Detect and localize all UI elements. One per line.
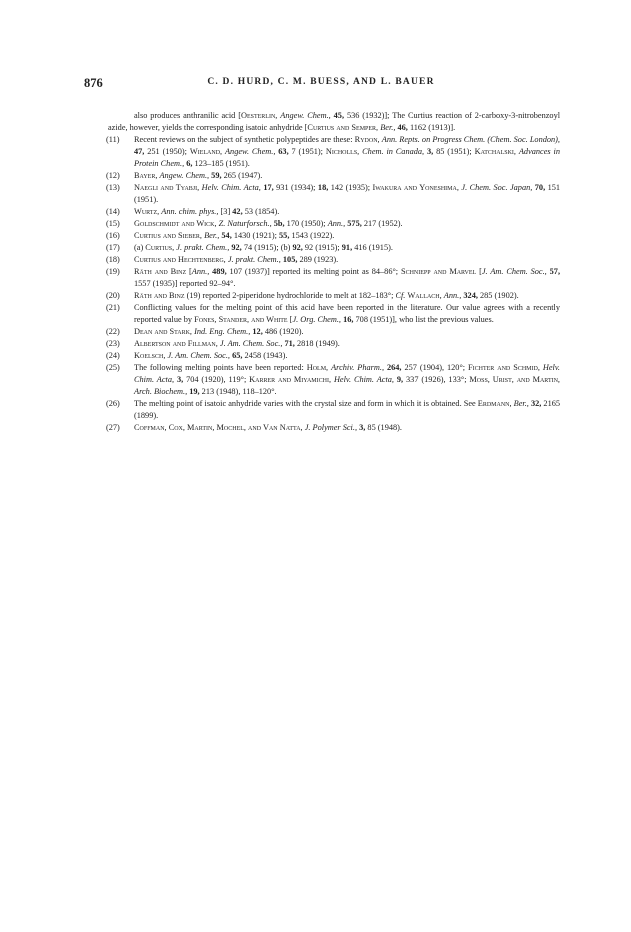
text-run: 85 (1948). (365, 423, 402, 432)
reference-number: (18) (106, 255, 120, 264)
reference-entry (108, 254, 560, 266)
journal-title: Cf. (395, 291, 406, 300)
journal-title: Ann., (191, 267, 210, 276)
volume-number: 59, (211, 171, 222, 180)
author-name: Koelsch, (134, 351, 166, 360)
journal-title: Ind. Eng. Chem., (194, 327, 251, 336)
reference-number: (21) (106, 303, 120, 312)
text-run: 1162 (1913)]. (409, 123, 456, 132)
reference-entry (108, 266, 560, 290)
reference-entry (108, 290, 560, 302)
journal-title: Advances in Protein Chem., (134, 147, 560, 168)
volume-number: 92, (292, 243, 303, 252)
text-run: 123–185 (1951). (192, 159, 250, 168)
author-name: Fichter and Schmid, (468, 363, 540, 372)
reference-number: (12) (106, 171, 120, 180)
journal-title: Arch. Biochem., (134, 387, 188, 396)
journal-title: Ann. chim. phys., (161, 207, 219, 216)
reference-entry (108, 422, 560, 434)
journal-title: J. Chem. Soc. Japan, (461, 183, 533, 192)
text-run: 536 (1932)]; The Curtius reaction of 2-carboxy-3-nitrobenzoyl azide, however, yields the corresponding isatoic anhydride [ (108, 111, 561, 132)
author-name: Wurtz, (134, 207, 160, 216)
text-run: 2818 (1949). (294, 339, 340, 348)
text-run: 257 (1904), 120°; (401, 363, 469, 372)
reference-entry (108, 326, 560, 338)
reference-number: (19) (106, 267, 120, 276)
reference-entry (108, 218, 560, 230)
text-run: [ (287, 315, 293, 324)
text-run: 2165 (1899). (134, 399, 561, 420)
volume-number: 5b, (273, 219, 285, 228)
text-run: [ (186, 267, 192, 276)
author-name: Wallach, (407, 291, 442, 300)
volume-number: 32, (530, 399, 542, 408)
reference-number: (23) (106, 339, 120, 348)
reference-number: (24) (106, 351, 120, 360)
text-run: also produces anthranilic acid [ (134, 111, 241, 120)
text-run: 337 (1926), 133°; (403, 375, 470, 384)
journal-title: J. Am. Chem. Soc., (167, 351, 231, 360)
references-list (108, 110, 560, 434)
reference-number: (15) (106, 219, 120, 228)
author-name: Katchalski, (474, 147, 516, 156)
reference-entries (108, 134, 560, 434)
volume-number: 489, (212, 267, 227, 276)
reference-continuation (108, 110, 560, 134)
author-name: Erdmann, (477, 399, 512, 408)
reference-entry (108, 134, 560, 170)
journal-title: Angew. Chem., (280, 111, 331, 120)
volume-number: 63, (278, 147, 289, 156)
text-run: 151 (1951). (134, 183, 561, 204)
reference-number: (22) (106, 327, 120, 336)
author-name: Naegli and Tyabji, (134, 183, 200, 192)
text-run: Conflicting values for the melting point of this acid have been reported in the literature. Our value agrees with a recently reported value by (134, 303, 560, 324)
volume-number: 42, (232, 207, 243, 216)
volume-number: 18, (317, 183, 329, 192)
author-name: Dean and Stark, (134, 327, 193, 336)
reference-number: (14) (106, 207, 120, 216)
author-name: Oesterlin, (240, 111, 278, 120)
author-name: Goldschmidt and Wick, (134, 219, 217, 228)
journal-title: Chem. in Canada, (362, 147, 425, 156)
journal-title: Ber., (204, 231, 220, 240)
volume-number: 3, (427, 147, 434, 156)
author-name: Rydon, (354, 135, 380, 144)
volume-number: 46, (397, 123, 408, 132)
reference-entry (108, 242, 560, 254)
reference-entry (108, 338, 560, 350)
text-run: [ (476, 267, 482, 276)
volume-number: 12, (252, 327, 263, 336)
journal-title: Ber., (380, 123, 396, 132)
text-run: 217 (1952). (361, 219, 403, 228)
reference-entry (108, 350, 560, 362)
journal-title: Ber., (513, 399, 529, 408)
reference-entry (108, 170, 560, 182)
author-name: Iwakura and Yoneshima, (372, 183, 459, 192)
volume-number: 55, (279, 231, 290, 240)
reference-entry (108, 230, 560, 242)
journal-title: Ann. Repts. on Progress Chem. (Chem. Soc. London), (381, 135, 561, 144)
text-run: The following melting points have been reported: (134, 363, 307, 372)
text-run: 213 (1948), 118–120°. (199, 387, 277, 396)
volume-number: 264, (386, 363, 402, 372)
journal-title: Angew. Chem., (159, 171, 210, 180)
journal-title: Helv. Chim. Acta, (333, 375, 395, 384)
journal-title: J. prakt. Chem., (176, 243, 230, 252)
text-run: 74 (1915); (b) (241, 243, 293, 252)
reference-entry (108, 398, 560, 422)
volume-number: 9, (396, 375, 404, 384)
volume-number: 3, (359, 423, 366, 432)
text-run: 2458 (1943). (242, 351, 288, 360)
text-run: (19) reported 2-piperidone hydrochloride to melt at 182–183°; (184, 291, 396, 300)
journal-title: Archiv. Pharm., (331, 363, 385, 372)
author-name: Coffman, Cox, Martin, Mochel, and Van Natta, (134, 423, 303, 432)
reference-number: (13) (106, 183, 120, 192)
reference-number: (26) (106, 399, 120, 408)
text-run: 107 (1937)] reported its melting point as 84–86°; (226, 267, 401, 276)
text-run: 1557 (1935)] reported 92–94°. (134, 279, 236, 288)
journal-title: J. Polymer Sci., (304, 423, 358, 432)
volume-number: 6, (186, 159, 193, 168)
author-name: Räth and Binz (134, 291, 185, 300)
volume-number: 105, (282, 255, 298, 264)
author-name: Curtius, (145, 243, 175, 252)
text-run: 1430 (1921); (231, 231, 280, 240)
author-name: Curtius and Sieber, (134, 231, 203, 240)
journal-title: J. Am. Chem. Soc., (481, 267, 547, 276)
author-name: Wieland, (189, 147, 223, 156)
volume-number: 47, (134, 147, 145, 156)
volume-number: 92, (231, 243, 242, 252)
journal-title: J. prakt. Chem., (227, 255, 281, 264)
author-name: Bayer, (134, 171, 158, 180)
text-run: 265 (1947). (221, 171, 263, 180)
journal-title: Helv. Chim. Acta, (201, 183, 261, 192)
volume-number: 45, (333, 111, 345, 120)
reference-number: (16) (106, 231, 120, 240)
text-run: (a) (134, 243, 146, 252)
volume-number: 71, (284, 339, 295, 348)
volume-number: 3, (176, 375, 184, 384)
volume-number: 19, (189, 387, 200, 396)
author-name: Holm, (306, 363, 329, 372)
text-run: 704 (1920), 119°; (183, 375, 250, 384)
reference-entry (108, 182, 560, 206)
author-name: Räth and Binz (134, 267, 187, 276)
reference-number: (17) (106, 243, 120, 252)
volume-number: 575, (347, 219, 362, 228)
text-run: 251 (1950); (144, 147, 190, 156)
volume-number: 57, (549, 267, 561, 276)
journal-title: Ann., (327, 219, 346, 228)
text-run: [3] (218, 207, 233, 216)
page-number: 876 (84, 76, 103, 90)
running-head: C. D. HURD, C. M. BUESS, AND L. BAUER (207, 77, 435, 87)
reference-entry (108, 302, 560, 326)
reference-entry (108, 362, 560, 398)
text-run: 416 (1915). (352, 243, 393, 252)
volume-number: 54, (221, 231, 232, 240)
text-run: 708 (1951)], who list the previous values. (353, 315, 494, 324)
journal-title: Angew. Chem., (224, 147, 276, 156)
text-run: 289 (1923). (297, 255, 339, 264)
text-run: 931 (1934); (273, 183, 318, 192)
reference-number: (25) (106, 363, 120, 372)
reference-entry (108, 206, 560, 218)
author-name: Schniepp and Marvel (400, 267, 477, 276)
volume-number: 65, (232, 351, 243, 360)
journal-title: J. Am. Chem. Soc., (219, 339, 283, 348)
reference-number: (20) (106, 291, 120, 300)
author-name: Albertson and Fillman, (134, 339, 218, 348)
volume-number: 324, (463, 291, 478, 300)
journal-title: J. Org. Chem., (292, 315, 341, 324)
volume-number: 70, (534, 183, 546, 192)
reference-number: (11) (106, 135, 120, 144)
author-name: Moss, Urist, and Martin, (469, 375, 561, 384)
text-run: 1543 (1922). (289, 231, 335, 240)
author-name: Curtius and Hechtenberg, (134, 255, 226, 264)
author-name: Karrer and Miyamichi, (249, 375, 332, 384)
text-run: 486 (1920). (262, 327, 304, 336)
text-run: 285 (1902). (477, 291, 519, 300)
author-name: Fones, Stander, and White (194, 315, 288, 324)
text-run: 142 (1935); (328, 183, 373, 192)
volume-number: 17, (263, 183, 274, 192)
text-run: Recent reviews on the subject of synthetic polypeptides are these: (134, 135, 355, 144)
text-run: 85 (1951); (433, 147, 475, 156)
journal-title: Helv. Chim. Acta, (134, 363, 560, 384)
reference-number: (27) (106, 423, 120, 432)
text-run: 170 (1950); (284, 219, 328, 228)
page-header (84, 76, 558, 90)
text-run: The melting point of isatoic anhydride varies with the crystal size and form in which it is obtained. See (134, 399, 478, 408)
journal-title: Z. Naturforsch., (218, 219, 272, 228)
journal-title: Ann., (443, 291, 462, 300)
text-run: 92 (1915); (302, 243, 342, 252)
author-name: Curtius and Semper, (307, 123, 379, 132)
volume-number: 91, (341, 243, 353, 252)
text-run: 53 (1854). (242, 207, 280, 216)
volume-number: 16, (343, 315, 354, 324)
author-name: Nicholls, (325, 147, 360, 156)
text-run: 7 (1951); (288, 147, 326, 156)
